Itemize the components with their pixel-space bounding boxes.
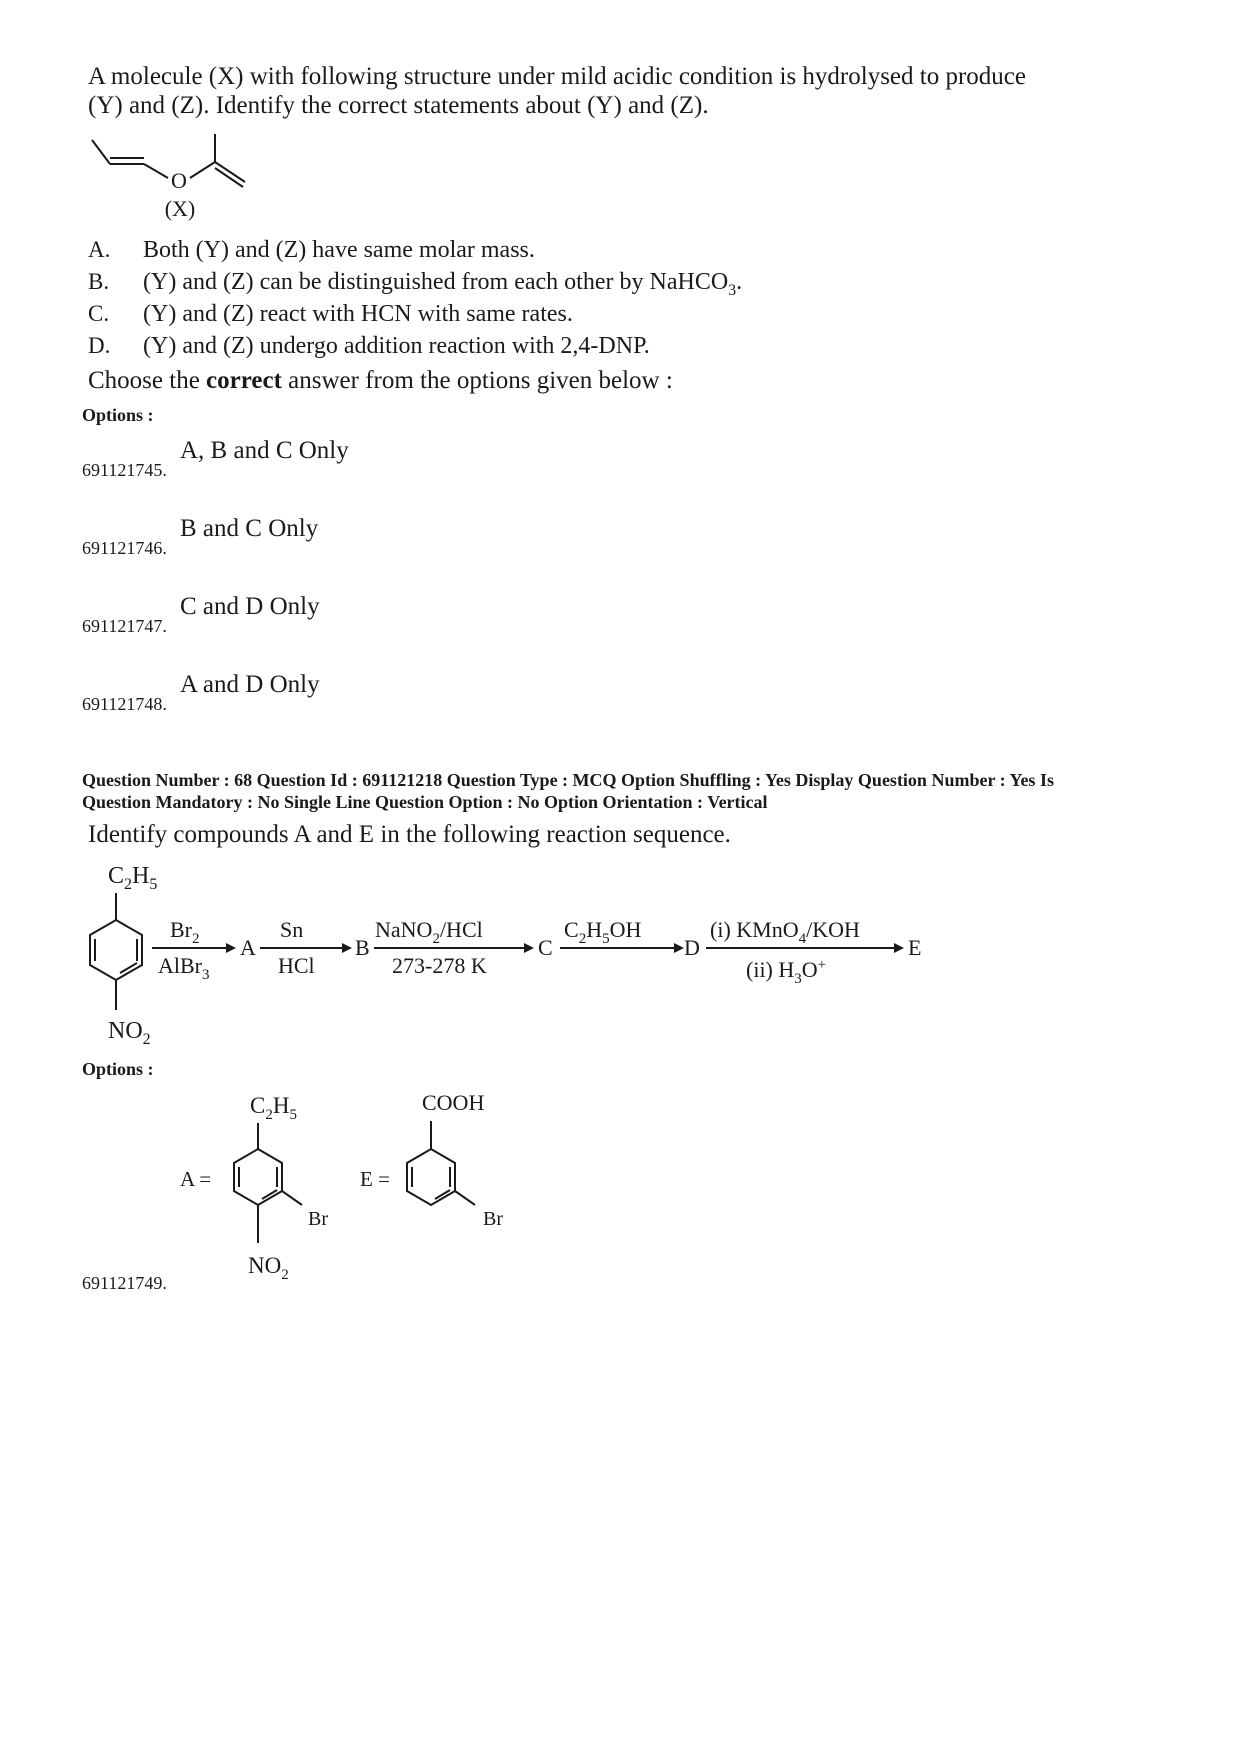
step1-reagent: $Br_2$ [170, 917, 200, 947]
choose-bold: correct [206, 367, 282, 394]
structure-x-diagram [80, 128, 280, 228]
reaction-scheme-diagram [80, 855, 1040, 1055]
question-67-text [88, 62, 1218, 120]
step1-catalyst: AlBr$_3$ [158, 953, 210, 983]
options-label-q67: Options : [82, 405, 154, 425]
product-c-label: C [538, 935, 553, 960]
structure-x-label: (X) [164, 196, 196, 221]
question-68-meta-line-1: Question Number : 68 Question Id : 691121218 Question Type : MCQ Option Shuffling : Yes Display Question Number : Yes Is [82, 770, 1054, 790]
statement-text-a: Both (Y) and (Z) have same molar mass. [143, 237, 535, 263]
question-67-line-1: A molecule (X) with following structure under mild acidic condition is hydrolysed to produce [88, 63, 1026, 90]
option-text-3[interactable]: C and D Only [180, 593, 320, 620]
option-a-benzene-ring-icon [234, 1123, 302, 1243]
statement-letter-a: A. [88, 237, 111, 262]
option-id-q68-1: 691121749. [82, 1273, 167, 1293]
benzene-ring-icon [90, 893, 142, 1010]
statement-b-main: (Y) and (Z) can be distinguished from each other by NaHCO [143, 269, 729, 295]
option-a-label: A = [180, 1167, 212, 1191]
option-id-4: 691121748. [82, 694, 167, 714]
statement-letter-b: B. [88, 269, 110, 294]
question-67-line-2: (Y) and (Z). Identify the correct statements about (Y) and (Z). [88, 92, 709, 119]
choose-pre: Choose the [88, 367, 207, 394]
question-68-prompt: Identify compounds A and E in the following reaction sequence. [88, 821, 731, 848]
option-text-2[interactable]: B and C Only [180, 515, 319, 542]
product-a-label: A [240, 935, 256, 960]
product-d-label: D [684, 935, 700, 960]
step4-reagent: $C_2H_5OH$ [564, 917, 642, 947]
statement-b-tail: . [736, 269, 743, 295]
statement-b-sub: 3 [728, 281, 737, 299]
option-structures-diagram[interactable] [170, 1085, 590, 1295]
option-a-nitro-label: $NO_2$ [248, 1253, 289, 1283]
option-id-2: 691121746. [82, 538, 167, 558]
step5-oxidant: (i) KMnO$_4$/KOH [710, 917, 860, 947]
option-a-bromo-label: Br [308, 1208, 328, 1230]
step5-acidify: (ii) $H_3O^+$ [746, 957, 827, 987]
option-id-3: 691121747. [82, 616, 167, 636]
choose-post: answer from the options given below : [281, 367, 673, 394]
start-ethyl-label: $C_2H_5$ [108, 863, 158, 893]
option-e-bromo-label: Br [483, 1208, 503, 1230]
step2-acid: HCl [278, 953, 315, 978]
product-b-label: B [355, 935, 370, 960]
option-a-ethyl-label: $C_2H_5$ [250, 1093, 297, 1123]
step3-temperature: 273-278 K [392, 953, 487, 978]
statement-text-d: (Y) and (Z) undergo addition reaction with 2,4-DNP. [143, 333, 650, 359]
statement-text-c: (Y) and (Z) react with HCN with same rates. [143, 301, 573, 327]
question-68-meta-line-2: Question Mandatory : No Single Line Question Option : No Option Orientation : Vertical [82, 792, 768, 812]
option-id-1: 691121745. [82, 460, 167, 480]
statement-letter-d: D. [88, 333, 111, 358]
option-e-label: E = [360, 1167, 390, 1191]
step3-reagent: NaNO$_2$/HCl [375, 917, 483, 947]
option-e-carboxyl-label: COOH [422, 1090, 485, 1115]
option-text-1[interactable]: A, B and C Only [180, 437, 349, 464]
options-label-q68: Options : [82, 1059, 154, 1079]
choose-instruction [88, 366, 673, 395]
question-68-meta [82, 769, 1222, 813]
product-e-label: E [908, 935, 922, 960]
statement-letter-c: C. [88, 301, 110, 326]
step2-reagent: Sn [280, 917, 304, 942]
option-e-benzene-ring-icon [407, 1121, 475, 1205]
statement-text-b [143, 269, 742, 300]
option-text-4[interactable]: A and D Only [180, 671, 320, 698]
structure-oxygen-label: O [171, 168, 187, 193]
start-nitro-label: $NO_2$ [108, 1018, 151, 1048]
